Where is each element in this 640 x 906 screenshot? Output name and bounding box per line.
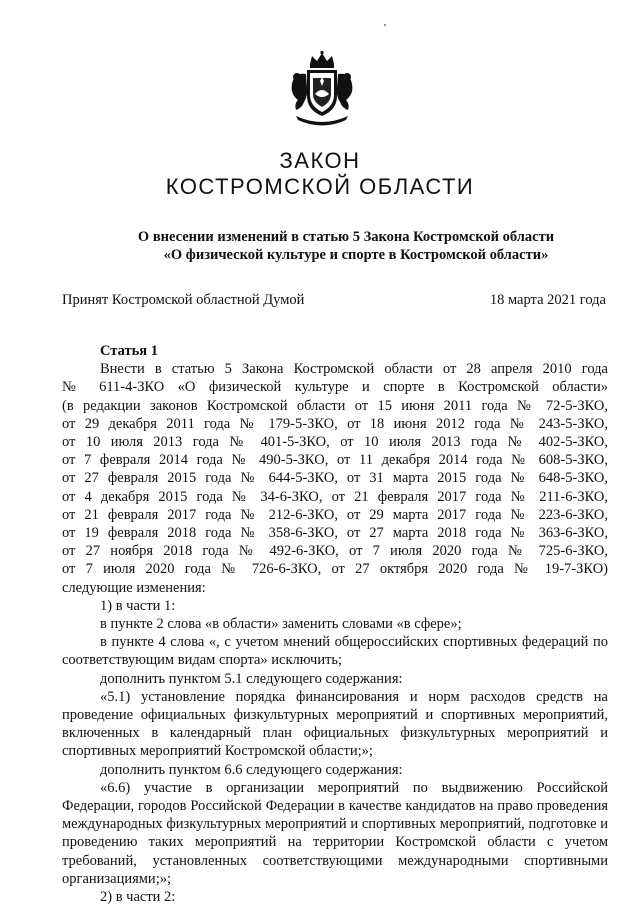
item-4-change: в пункте 4 слова «, с учетом мнений общероссийских спортивных федераций по соответствующим видам спорта» исключить;	[62, 634, 608, 669]
part-2-label: 2) в части 2:	[100, 889, 176, 906]
item-6-6-text: «6.6) участие в организации мероприятий по выдвижению Российской Федерации, городов Российской Федерации в качестве кандидатов на право проведения международных физкультурных мероприятий и спортивных мероприятий, подготовке и проведению таких мероприятий на территории Костромской области с учетом требований, установленных соответствующими международными спортивными организациями;»;	[62, 779, 608, 887]
document-type-title: ЗАКОН	[279, 148, 361, 173]
intro-line: (в редакции законов Костромской области от 15 июня 2011 года № 72-5-ЗКО,	[62, 397, 608, 414]
intro-line: от 7 февраля 2014 года № 490-5-ЗКО, от 11 декабря 2014 года № 608-5-ЗКО,	[62, 452, 608, 469]
add-item-6-6-intro: дополнить пунктом 6.6 следующего содержания:	[100, 761, 403, 778]
intro-line: Внести в статью 5 Закона Костромской области от 28 апреля 2010 года	[100, 361, 608, 378]
add-item-5-1-intro: дополнить пунктом 5.1 следующего содержания:	[100, 670, 403, 687]
intro-line: от 19 февраля 2018 года № 358-6-ЗКО, от 27 марта 2018 года № 363-6-ЗКО,	[62, 525, 608, 542]
item-2-change: в пункте 2 слова «в области» заменить словами «в сфере»;	[100, 616, 462, 633]
scan-speck	[384, 24, 386, 26]
issuing-region-title: КОСТРОМСКОЙ ОБЛАСТИ	[165, 174, 475, 199]
document-body	[62, 342, 608, 906]
adoption-date: 18 марта 2021 года	[489, 292, 606, 308]
article-heading: Статья 1	[100, 343, 158, 359]
intro-line: от 27 февраля 2015 года № 644-5-ЗКО, от 31 марта 2015 года № 648-5-ЗКО,	[62, 470, 608, 487]
law-subject-line-2: «О физической культуре и спорте в Костромской области»	[163, 247, 549, 263]
intro-line: от 4 декабря 2015 года № 34-6-ЗКО, от 21 февраля 2017 года № 211-6-ЗКО,	[62, 488, 608, 505]
intro-line: от 21 февраля 2017 года № 212-6-ЗКО, от 29 марта 2017 года № 223-6-ЗКО,	[62, 506, 608, 523]
intro-line: от 27 ноября 2018 года № 492-6-ЗКО, от 7 июля 2020 года № 725-6-ЗКО,	[62, 543, 608, 560]
intro-line: следующие изменения:	[62, 579, 206, 596]
intro-line: от 29 декабря 2011 года № 179-5-ЗКО, от 18 июня 2012 года № 243-5-ЗКО,	[62, 415, 608, 432]
part-1-label: 1) в части 1:	[100, 597, 176, 614]
intro-line: от 10 июля 2013 года № 401-5-ЗКО, от 10 июля 2013 года № 402-5-ЗКО,	[62, 434, 608, 451]
kostroma-coat-of-arms-icon	[282, 50, 362, 128]
law-subject-line-1: О внесении изменений в статью 5 Закона Костромской области	[137, 229, 555, 245]
intro-line: от 7 июля 2020 года № 726-6-ЗКО, от 27 октября 2020 года № 19-7-ЗКО)	[62, 561, 608, 578]
adopted-by: Принят Костромской областной Думой	[62, 292, 305, 308]
item-5-1-text: «5.1) установление порядка финансирования и норм расходов средств на проведение официальных физкультурных мероприятий и спортивных мероприятий, включенных в календарный план официальных физкультурных мероприятий и спортивных мероприятий Костромской области;»;	[62, 688, 608, 760]
intro-line: № 611-4-ЗКО «О физической культуре и спорте в Костромской области»	[62, 379, 608, 396]
